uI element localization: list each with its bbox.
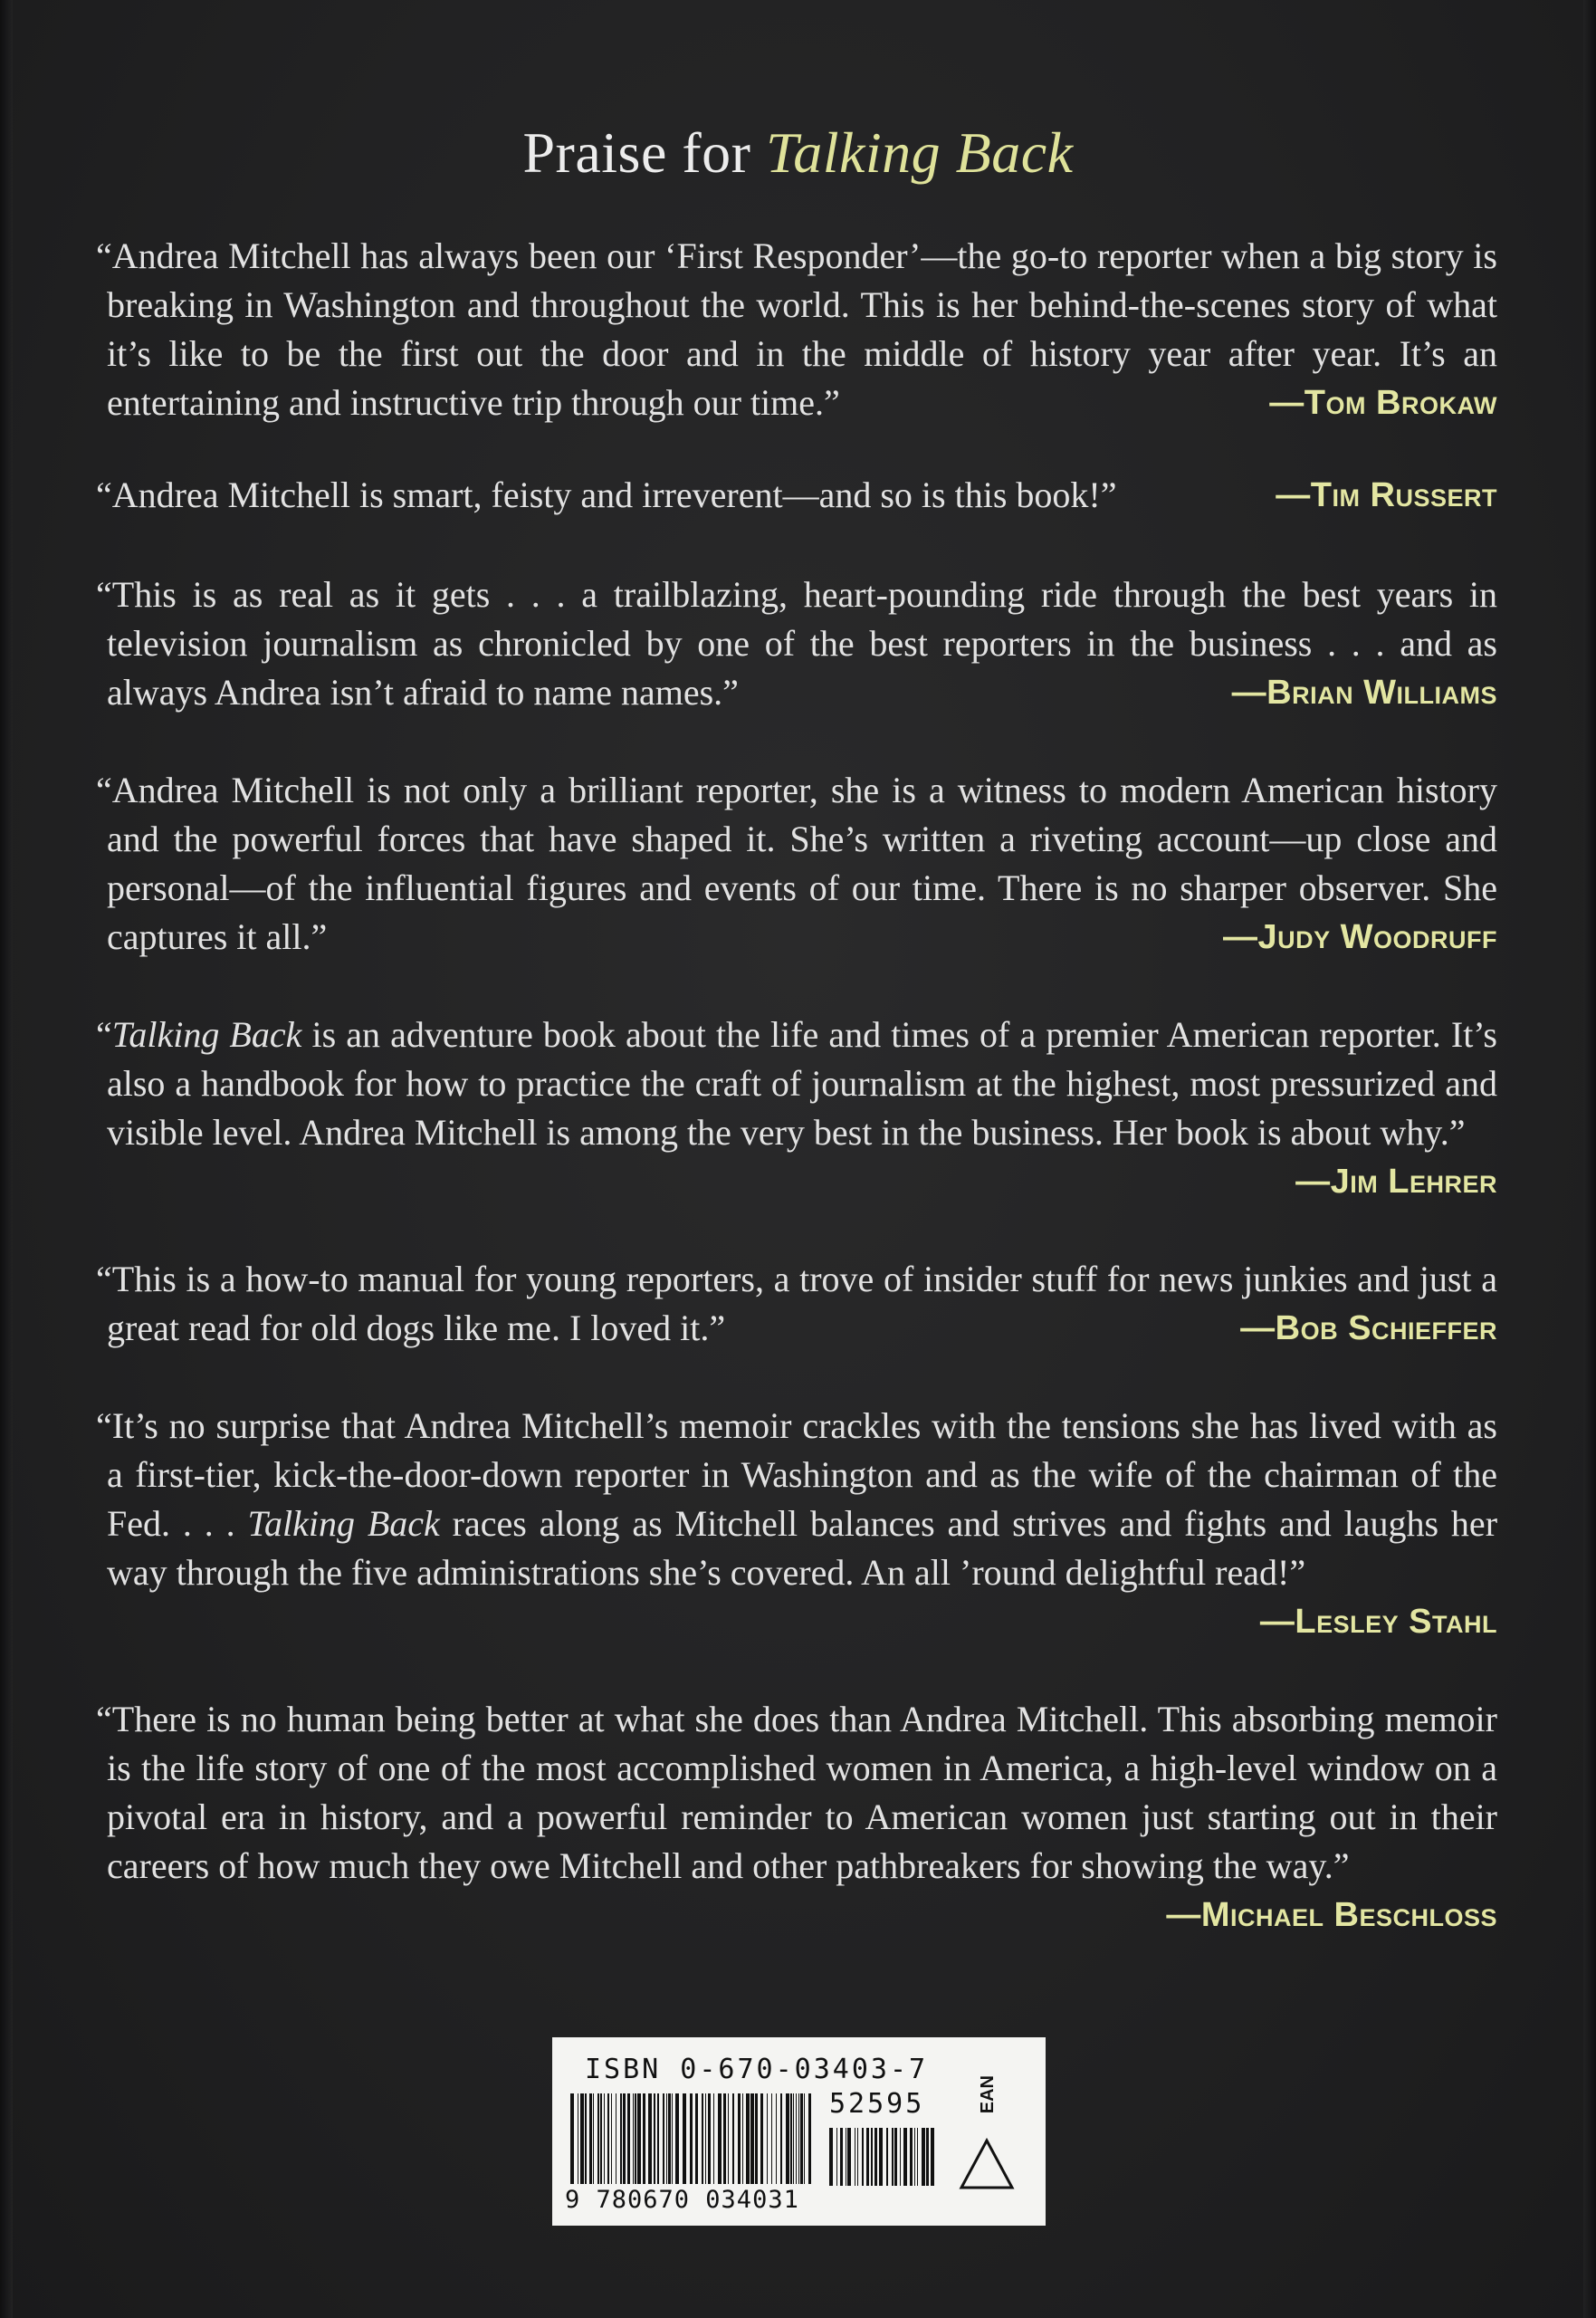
barcode-bar xyxy=(570,2093,574,2184)
barcode-bar xyxy=(922,2128,925,2186)
blurb-text xyxy=(96,471,1497,520)
barcode-bar xyxy=(780,2093,782,2184)
blurb-book-title: Talking Back xyxy=(247,1503,440,1544)
blurb-quote: “Andrea Mitchell is not only a brilliant reporter, she is a witness to modern American history and the powerful forces that have shaped it. She’s written a riveting account—up close and personal—of the influential figures and events of our time. There is no sharper observer. She captures it all.” xyxy=(96,770,1497,957)
blurb-quote: is an adventure book about the life and times of a premier American reporter. It’s also a handbook for how to practice the craft of journalism at the highest, most pressurized and visible level. Andrea Mitchell is among the very best in the business. Her book is about why.” xyxy=(107,1014,1497,1153)
triangle-icon xyxy=(958,2137,1016,2191)
barcode-bar xyxy=(786,2093,789,2184)
blurb-attribution: —Brian Williams xyxy=(1231,674,1497,712)
blurb-stahl xyxy=(96,1402,1498,1646)
blurb-woodruff xyxy=(96,766,1497,962)
barcode-bar xyxy=(862,2128,864,2186)
barcode-bar xyxy=(914,2128,915,2186)
barcode-bar xyxy=(798,2093,799,2184)
blurb-beschloss xyxy=(96,1695,1497,1940)
barcode-bar xyxy=(732,2093,734,2184)
barcode-bar xyxy=(690,2093,693,2184)
barcode-bar xyxy=(796,2093,797,2184)
barcode-bar xyxy=(623,2093,626,2184)
barcode-bar xyxy=(879,2128,883,2186)
ean13-digits: 9 780670 034031 xyxy=(565,2186,799,2214)
barcode-bar xyxy=(593,2093,594,2184)
isbn-barcode xyxy=(552,2037,1046,2226)
blurb-text xyxy=(96,1011,1497,1201)
barcode-bar xyxy=(894,2128,897,2186)
barcode-bar xyxy=(857,2128,858,2186)
blurb-attribution: —Tom Brokaw xyxy=(1269,384,1497,422)
barcode-bar xyxy=(708,2093,711,2184)
blurb-text xyxy=(96,232,1497,427)
cover-right-edge xyxy=(1583,0,1596,2318)
blurb-attribution: —Jim Lehrer xyxy=(1295,1163,1497,1201)
barcode-bar xyxy=(847,2128,851,2186)
barcode-bar xyxy=(804,2093,805,2184)
barcode-bar xyxy=(695,2093,698,2184)
barcode-bar xyxy=(760,2093,763,2184)
cover-left-edge xyxy=(0,0,13,2318)
ean-label: EAN xyxy=(978,2075,998,2114)
blurb-quote: “This is a how-to manual for young reporters, a trove of insider stuff for news junkies and just a great read for old dogs like me. I loved it.” xyxy=(96,1259,1497,1348)
blurb-schieffer xyxy=(96,1255,1497,1353)
barcode-bar xyxy=(627,2093,630,2184)
barcode-bar xyxy=(886,2128,888,2186)
barcode-bar xyxy=(589,2093,592,2184)
supplement-barcode-bars xyxy=(829,2128,938,2186)
blurb-attribution: —Lesley Stahl xyxy=(1259,1603,1497,1641)
barcode-bar xyxy=(903,2128,907,2186)
barcode-bar xyxy=(910,2128,913,2186)
barcode-bar xyxy=(723,2093,726,2184)
blurb-attribution: —Tim Russert xyxy=(1276,476,1497,514)
barcode-bar xyxy=(672,2093,673,2184)
praise-heading xyxy=(0,120,1596,187)
blurb-text xyxy=(96,1402,1498,1641)
barcode-bar xyxy=(728,2093,729,2184)
barcode-bar xyxy=(926,2128,929,2186)
barcode-bar xyxy=(620,2093,622,2184)
barcode-bar xyxy=(657,2093,659,2184)
ean13-barcode-bars xyxy=(570,2093,815,2184)
blurb-quote: “There is no human being better at what she does than Andrea Mitchell. This absorbing memoir is the life story of one of the most accomplished women in America, a high-level window on a pivotal era in history, and a powerful reminder to American women just starting out in their careers of how much they owe Mitchell and other pathbreakers for showing the way.” xyxy=(96,1699,1497,1886)
blurb-quote: “Andrea Mitchell is smart, feisty and irreverent—and so is this book!” xyxy=(96,474,1117,515)
blurb-lehrer xyxy=(96,1011,1497,1206)
barcode-bar xyxy=(663,2093,664,2184)
barcode-bar xyxy=(675,2093,679,2184)
barcode-bar xyxy=(917,2128,918,2186)
barcode-bar xyxy=(866,2128,869,2186)
praise-heading-title: Talking Back xyxy=(765,120,1074,185)
isbn-label: ISBN 0-670-03403-7 xyxy=(585,2054,929,2085)
blurb-brokaw xyxy=(96,232,1497,427)
blurb-attribution: —Judy Woodruff xyxy=(1222,918,1497,956)
barcode-bar xyxy=(683,2093,686,2184)
barcode-bar xyxy=(718,2093,722,2184)
barcode-bar xyxy=(767,2093,768,2184)
barcode-bar xyxy=(874,2128,877,2186)
blurb-quote: “This is as real as it gets . . . a trailblazing, heart-pounding ride through the best years in television journalism as chronicled by one of the best reporters in the business . . . and as always Andrea isn’t afraid to name names.” xyxy=(96,574,1497,713)
barcode-bar xyxy=(931,2128,934,2186)
blurb-text xyxy=(96,570,1497,717)
barcode-bar xyxy=(611,2093,612,2184)
barcode-bar xyxy=(600,2093,602,2184)
barcode-bar xyxy=(705,2093,706,2184)
barcode-bar xyxy=(836,2128,837,2186)
blurb-attribution: —Bob Schieffer xyxy=(1240,1309,1497,1347)
barcode-bar xyxy=(750,2093,754,2184)
barcode-bar xyxy=(800,2093,803,2184)
barcode-bar xyxy=(742,2093,743,2184)
barcode-bar xyxy=(892,2128,894,2186)
blurb-quote: “Andrea Mitchell has always been our ‘First Responder’—the go-to reporter when a big story is breaking in Washington and throughout the world. This is her behind-the-scenes story of what it’s like to be the first out the door and in the middle of history year after year. It’s an entertaining and instructive trip through our time.” xyxy=(96,235,1497,423)
barcode-bar xyxy=(654,2093,655,2184)
blurb-text xyxy=(96,766,1497,962)
barcode-bar xyxy=(738,2093,741,2184)
barcode-bar xyxy=(776,2093,777,2184)
barcode-bar xyxy=(635,2093,636,2184)
barcode-bar xyxy=(793,2093,794,2184)
blurb-text xyxy=(96,1255,1497,1353)
blurb-text xyxy=(96,1695,1497,1934)
barcode-bar xyxy=(668,2093,671,2184)
barcode-bar xyxy=(633,2093,634,2184)
blurb-attribution: —Michael Beschloss xyxy=(1166,1896,1497,1934)
barcode-bar xyxy=(713,2093,714,2184)
barcode-bar xyxy=(585,2093,587,2184)
price-code: 52595 xyxy=(829,2088,925,2120)
barcode-bar xyxy=(702,2093,703,2184)
barcode-bar xyxy=(840,2128,843,2186)
barcode-bar xyxy=(755,2093,758,2184)
blurb-quote-open: “ xyxy=(96,1014,112,1055)
barcode-bar xyxy=(871,2128,873,2186)
barcode-bar xyxy=(643,2093,645,2184)
barcode-bar xyxy=(666,2093,667,2184)
blurb-quote-cont: races along as Mitchell balances and strives and fights and laughs her way through the five administrations she’s covered. An all ’round delightful read!” xyxy=(107,1503,1498,1593)
barcode-bar xyxy=(808,2093,811,2184)
barcode-bar xyxy=(580,2093,584,2184)
barcode-bar xyxy=(829,2128,833,2186)
barcode-bar xyxy=(597,2093,599,2184)
barcode-bar xyxy=(637,2093,641,2184)
blurb-russert xyxy=(96,471,1497,520)
barcode-bar xyxy=(771,2093,772,2184)
barcode-bar xyxy=(648,2093,652,2184)
barcode-bar xyxy=(607,2093,609,2184)
blurb-williams xyxy=(96,570,1497,717)
barcode-bar xyxy=(746,2093,750,2184)
praise-heading-prefix: Praise for xyxy=(522,120,766,185)
blurb-book-title: Talking Back xyxy=(111,1014,302,1055)
blurb-quote: “It’s no surprise that Andrea Mitchell’s memoir crackles with the tensions she has lived with as a first-tier, kick-the-door-down reporter in Washington and as the wife of the chairman of the Fed. . . . xyxy=(96,1405,1497,1544)
barcode-bar xyxy=(900,2128,901,2186)
barcode-bar xyxy=(604,2093,605,2184)
barcode-bar xyxy=(790,2093,792,2184)
